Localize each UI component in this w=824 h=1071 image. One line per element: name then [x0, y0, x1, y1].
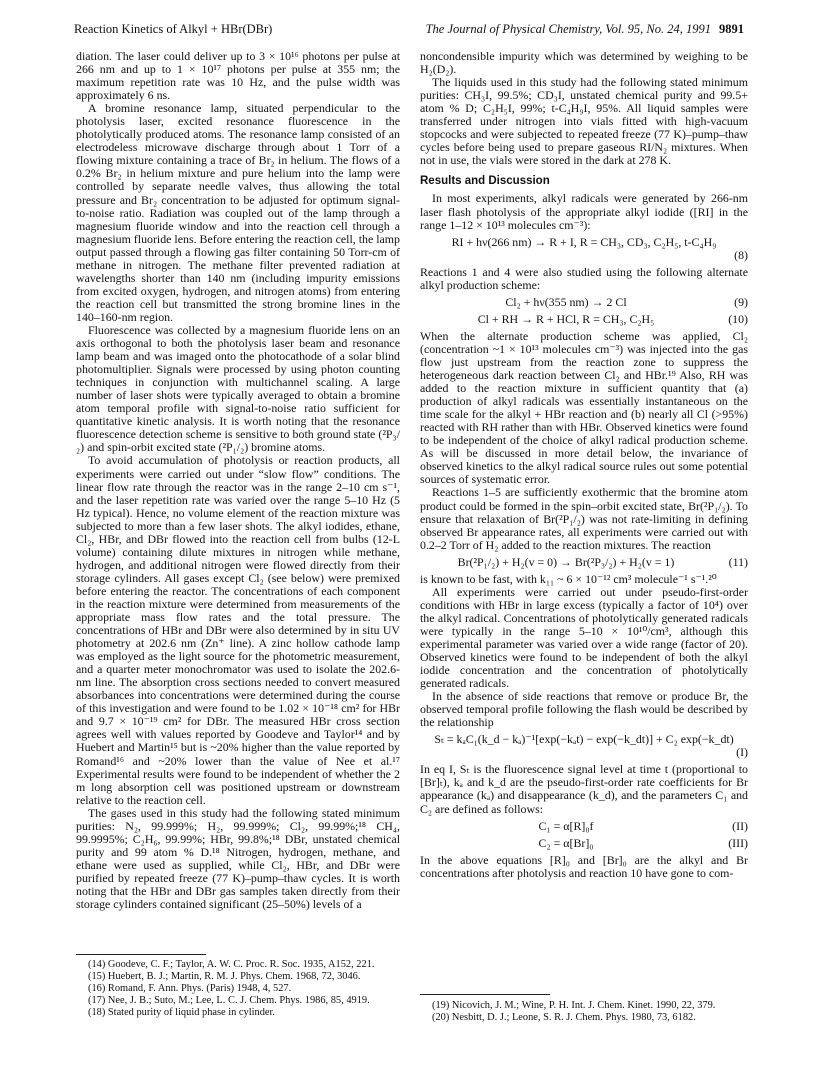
equation-II — [420, 820, 748, 833]
equation-I — [420, 733, 748, 759]
paragraph: All experiments were carried out under pseudo-first-order conditions with HBr in large excess (typically a factor of 10⁴) over the alkyl radical. Concentrations of photolytically generated radicals were typically in the range 5–10 × 10¹⁰/cm³, although this experimental parameter was varied over a wide range (factor of 20). Observed kinetics were found to be independent of both the alkyl iodide concentration and the concentration of photolytically generated radicals. — [420, 584, 748, 691]
footnote: (17) Nee, J. B.; Suto, M.; Lee, L. C. J. Chem. Phys. 1986, 85, 4919. — [88, 994, 370, 1006]
paragraph: When the alternate production scheme was applied, Cl₂ (concentration ~1 × 10¹³ molecules cm⁻³) was injected into the gas flow just upstream from the reaction zone to suppress the heterogeneous dark reaction between Cl₂ and HBr.¹⁹ Also, RH was added to the reaction mixture in sufficient quantity that (a) production of alkyl radicals was essentially instantaneous on the time scale for the alkyl + HBr reaction and (b) nearly all Cl (>95%) reacted with RH rather than with HBr. Observed kinetics were found to be independent of the choice of alkyl radical production scheme. As will be discussed in more detail below, the invariance of observed kinetics to the alkyl radical source rules out some potential sources of systematic error. — [420, 328, 748, 487]
equation-9 — [420, 296, 748, 309]
equation-expression: C₁ = α[R]₀f — [538, 818, 594, 833]
paragraph: Fluorescence was collected by a magnesium fluoride lens on an axis orthogonal to both the photolysis laser beam and resonance lamp beam and was imaged onto the photocathode of a solar blind photomultiplier. Signals were processed by using photon counting techniques in conjunction with multichannel scaling. A large number of laser shots were typically averaged to obtain a bromine atom temporal profile with signal-to-noise ratio sufficient for quantitative kinetic analysis. It is worth noting that the resonance fluorescence detection scheme is sensitive to both ground state (²P₃/₂) and spin-orbit excited state (²P₁/₂) bromine atoms. — [76, 322, 400, 455]
paragraph: Reactions 1 and 4 were also studied using the following alternate alkyl production scheme: — [420, 264, 748, 292]
footnotes-left — [76, 959, 400, 1019]
footnote: (19) Nicovich, J. M.; Wine, P. H. Int. J. Chem. Kinet. 1990, 22, 379. — [432, 1000, 716, 1011]
paragraph: Reactions 1–5 are sufficiently exothermic that the bromine atom product could be formed in the spin–orbit excited state, Br(²P₁/₂). To ensure that relaxation of Br(²P₁/₂) was not rate-limiting in defining observed Br appearance rates, all experiments were carried out with 0.2–2 Torr of H₂ added to the reaction mixtures. The reaction — [420, 485, 748, 552]
equation-11 — [420, 556, 748, 569]
journal-citation — [426, 22, 744, 37]
equation-expression: RI + hν(266 nm) → R + I, R = CH₃, CD₃, C₂H₅, t-C₄H₉ — [451, 234, 717, 249]
equation-expression: Br(²P₁/₂) + H₂(v = 0) → Br(²P₃/₂) + H₂(v = 1) — [457, 554, 675, 569]
paragraph: In the absence of side reactions that remove or produce Br, the observed temporal profile following the flash would be described by the relationship — [420, 689, 748, 730]
paragraph: A bromine resonance lamp, situated perpendicular to the photolysis laser, excited resonance fluorescence in the photolytically produced atoms. The resonance lamp consisted of an electrodeless microwave discharge through about 1 Torr of a flowing mixture containing a trace of Br₂ in helium. The flows of a 0.2% Br₂ in helium mixture and pure helium into the lamp were controlled by separate needle valves, thus allowing the total pressure and Br₂ concentration to be adjusted for optimum signal-to-noise ratio. Radiation was coupled out of the lamp through a magnesium fluoride window and into the reaction cell through a magnesium fluoride lens. Before entering the reaction cell, the lamp output passed through a flowing gas filter containing 50 Torr-cm of methane in nitrogen. The methane filter prevented radiation at wavelengths shorter than 140 nm (including impurity emissions from excited oxygen, hydrogen, and nitrogen atoms) from entering the reaction cell but transmitted the strong bromine lines in the 140–160-nm region. — [76, 101, 400, 324]
page-number: 9891 — [719, 22, 744, 36]
journal-name: The Journal of Physical Chemistry, Vol. 95, No. 24, 1991 — [425, 22, 711, 36]
paragraph: To avoid accumulation of photolysis or reaction products, all experiments were carried out under “slow flow” conditions. The linear flow rate through the reactor was in the range 2–10 cm s⁻¹, and the laser repetition rate was varied over the range 5–10 Hz (5 Hz typical). Hence, no volume element of the reaction mixture was subjected to more than a few laser shots. The alkyl iodides, ethane, Cl₂, HBr, and DBr flowed into the reaction cell from bulbs (12-L volume) containing dilute mixtures in nitrogen while methane, hydrogen, and additional nitrogen were flowed directly from their storage cylinders. All gases except Cl₂ (see below) were premixed before entering the reactor. The concentrations of each component in the reaction mixture were determined from measurements of the appropriate mass flow rates and the total pressure. The concentrations of HBr and DBr were also determined by in situ UV photometry at 202.6 nm (Zn⁺ line). A zinc hollow cathode lamp was employed as the light source for the photometric measurement, and a quarter meter monochromator was used to isolate the 202.6-nm line. The absorption cross sections needed to convert measured absorbances into concentrations were determined during the course of this investigation and were found to be 1.02 × 10⁻¹⁸ cm² for HBr and 9.7 × 10⁻¹⁹ cm² for DBr. The measured HBr cross section agrees well with values reported by Goodeve and Taylor¹⁴ and by Huebert and Martin¹⁵ but is ~20% higher than the value reported by Romand¹⁶ and ~20% lower than the value of Nee et al.¹⁷ Experimental results were found to be independent of whether the 2 m long absorption cell was positioned upstream or downstream relative to the reaction cell. — [76, 453, 400, 807]
paragraph: In most experiments, alkyl radicals were generated by 266-nm laser flash photolysis of the appropriate alkyl iodide ([RI] in the range 1–12 × 10¹³ molecules cm⁻³): — [420, 191, 748, 232]
equation-number: (8) — [734, 247, 748, 262]
paragraph: diation. The laser could deliver up to 3 × 10¹⁶ photons per pulse at 266 nm and up to 1 × 10¹⁷ photons per pulse at 355 nm; the maximum repetition rate was 10 Hz, and the pulse width was approximately 6 ns. — [76, 49, 400, 103]
footnote-rule — [76, 954, 206, 955]
footnote-rule — [420, 994, 550, 995]
running-title: Reaction Kinetics of Alkyl + HBr(DBr) — [74, 22, 273, 36]
equation-expression: C₂ = α[Br]₀ — [538, 835, 594, 850]
right-column — [420, 50, 748, 880]
equation-number: (11) — [728, 554, 748, 569]
footnote: (18) Stated purity of liquid phase in cylinder. — [88, 1006, 275, 1018]
footnote: (14) Goodeve, C. F.; Taylor, A. W. C. Proc. R. Soc. 1935, A152, 221. — [88, 959, 375, 970]
footnote: (15) Huebert, B. J.; Martin, R. M. J. Phys. Chem. 1968, 72, 3046. — [88, 970, 361, 982]
paragraph: In eq I, Sₜ is the fluorescence signal level at time t (proportional to [Br]ₜ), kₐ and k_d are the pseudo-first-order rate coefficients for Br appearance (kₐ) and disappearance (k_d), and the parameters C₁ and C₂ are defined as follows: — [420, 762, 748, 816]
equation-number: (III) — [728, 835, 748, 850]
footnote: (16) Romand, F. Ann. Phys. (Paris) 1948, 4, 527. — [88, 982, 292, 994]
running-header — [74, 22, 744, 40]
paragraph: In the above equations [R]₀ and [Br]₀ are the alkyl and Br concentrations after photolysis and reaction 10 have gone to com- — [420, 852, 748, 880]
equation-number: (II) — [732, 818, 748, 833]
equation-number: (9) — [734, 294, 748, 309]
equation-expression: Cl₂ + hν(355 nm) → 2 Cl — [505, 294, 627, 309]
equation-III — [420, 837, 748, 850]
left-column — [76, 50, 400, 911]
equation-8 — [420, 236, 748, 249]
paragraph: The gases used in this study had the following stated minimum purities: N₂, 99.999%; H₂, 99.999%; Cl₂, 99.99%;¹⁸ CH₄, 99.9995%; C₂H₆, 99.99%; HBr, 99.8%;¹⁸ DBr, unstated chemical purity and 99 atom % D.¹⁸ Nitrogen, hydrogen, methane, and ethane were used as supplied, while Cl₂, HBr, and DBr were purified by repeated freeze (77 K)–pump–thaw cycles. It is worth noting that the HBr and DBr gas samples taken directly from their storage cylinders contained significant (25–50%) levels of a — [76, 805, 400, 912]
paragraph: is known to be fast, with k₁₁ ~ 6 × 10⁻¹² cm³ molecule⁻¹ s⁻¹.²⁰ — [420, 571, 717, 586]
equation-number: (I) — [736, 745, 748, 760]
footnote: (20) Nesbitt, D. J.; Leone, S. R. J. Chem. Phys. 1980, 73, 6182. — [432, 1011, 696, 1023]
equation-10 — [420, 313, 748, 326]
equation-expression: Cl + RH → R + HCl, R = CH₃, C₂H₅ — [477, 311, 655, 326]
equation-8-number-row — [420, 249, 748, 262]
footnotes-right — [420, 1000, 748, 1024]
paragraph: The liquids used in this study had the following stated minimum purities: CH₃I, 99.5%; CD₃I, unstated chemical purity and 99.5+ atom % D; C₂H₅I, 99%; t-C₄H₉I, 95%. All liquid samples were transferred under nitrogen into vials fitted with high-vacuum stopcocks and were subjected to repeated freeze (77 K)–pump–thaw cycles before being used to prepare gaseous RI/N₂ mixtures. When not in use, the vials were stored in the dark at 278 K. — [420, 75, 748, 168]
equation-expression: Sₜ = kₐC₁(k_d − kₐ)⁻¹[exp(−kₐt) − exp(−k_dt)] + C₂ exp(−k_dt) — [434, 732, 734, 747]
equation-number: (10) — [728, 311, 748, 326]
paragraph: noncondensible impurity which was determined by weighing to be H₂(D₂). — [420, 49, 748, 77]
section-heading: Results and Discussion — [420, 175, 550, 188]
